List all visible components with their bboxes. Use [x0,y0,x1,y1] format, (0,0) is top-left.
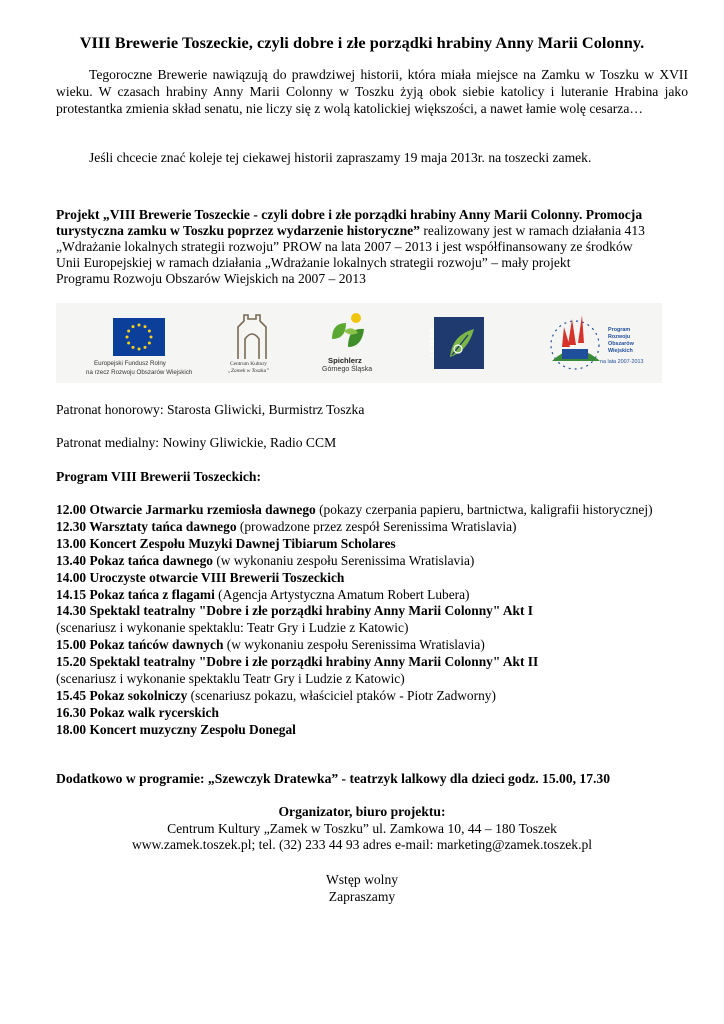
program-item-note: (scenariusz i wykonanie spektaklu: Teatr Gry i Ludzie z Katowic) [56,620,409,636]
program-item: 14.15 Pokaz tańca z flagami (Agencja Artystyczna Amatum Robert Lubera) [56,586,470,602]
castle-caption-line-1: Centrum Kultury [230,361,267,367]
intro-paragraph: Tegoroczne Brewerie nawiązują do prawdziwej historii, która miała miejsce na Zamku w Toszku w XVII wieku. W czasach hrabiny Anny Marii Colonny w Toszku żyją obok siebie katolicy i luteranie Hrabina jako protestantka zmienia skład senatu, nie liczy się z wolą katolickiej większości, a nawet łamie wolę cesarza… [56,67,688,116]
program-heading: Program VIII Brewerii Toszeckich: [56,469,262,484]
eu-flag-icon [113,318,165,356]
eu-star-icon [144,346,147,349]
leader-emblem-icon [434,317,484,369]
castle-culture-centre-logo [224,303,284,383]
spichlerz-logo [314,303,384,383]
project-line-4: Unii Europejskiej w ramach działania „Wdrażanie lokalnych strategii rozwoju” – mały projekt [56,255,571,270]
document-title: VIII Brewerie Toszeckie, czyli dobre i złe porządki hrabiny Anny Marii Colonny. [79,33,645,52]
prow-caption-line-2: Rozwoju [608,334,631,340]
project-line-5: Programu Rozwoju Obszarów Wiejskich na 2007 – 2013 [56,271,366,286]
free-entry-text: Wstęp wolny [325,872,399,887]
project-line-2 [56,223,696,239]
invite-paragraph: Jeśli chcecie znać koleje tej ciekawej historii zapraszamy 19 maja 2013r. na toszecki zamek. [89,150,592,165]
eu-star-icon [148,330,151,333]
eu-star-icon [132,325,135,328]
eu-fund-logo [86,303,206,383]
eu-star-icon [138,324,141,327]
organizer-contact: www.zamek.toszek.pl; tel. (32) 233 44 93 adres e-mail: marketing@zamek.toszek.pl [131,837,593,852]
organizer-address: Centrum Kultury „Zamek w Toszku” ul. Zamkowa 10, 44 – 180 Toszek [167,820,557,836]
program-item: 13.00 Koncert Zespołu Muzyki Dawnej Tibiarum Scholares [56,535,396,551]
organizer-heading: Organizator, biuro projektu: [278,804,446,819]
prow-emblem-icon [542,309,608,371]
prow-caption-line-1: Program [608,327,631,333]
patronat-honorowy: Patronat honorowy: Starosta Gliwicki, Burmistrz Toszka [56,402,365,417]
castle-gate-icon [234,313,270,361]
eu-star-icon [148,342,151,345]
organizer-block [0,804,724,854]
spichlerz-leaves-icon [326,309,370,353]
project-line-2-bold: turystyczna zamku w Toszku poprzez wydarzenie historyczne” [56,223,420,238]
closing-block [0,872,724,905]
spichlerz-caption-line-2: Górnego Śląska [322,366,373,373]
spichlerz-caption-line-1: Spichlerz [328,356,362,365]
prow-logo [542,303,654,383]
eu-star-icon [127,342,130,345]
eu-star-icon [144,325,147,328]
extra-program-note: Dodatkowo w programie: „Szewczyk Dratewka” - teatrzyk lalkowy dla dzieci godz. 15.00, 17.30 [56,771,611,786]
program-item: 12.00 Otwarcie Jarmarku rzemiosła dawnego (pokazy czerpania papieru, bartnictwa, kaligrafii historycznej) [56,502,653,517]
eu-star-icon [138,348,141,351]
prow-caption-line-5: na lata 2007-2013 [600,359,644,365]
prow-caption-line-3: Obszarów [608,341,634,347]
project-info [56,207,696,287]
castle-caption-line-2: „Zamek w Toszku” [228,368,270,374]
program-item: 12.30 Warsztaty tańca dawnego (prowadzone przez zespół Serenissima Wratislavia) [56,518,517,534]
eu-caption-line-1: Europejski Fundusz Rolny [94,360,166,367]
program-item: 15.20 Spektakl teatralny "Dobre i złe porządki hrabiny Anny Marii Colonny" Akt II [56,654,539,670]
project-line-3: „Wdrażanie lokalnych strategii rozwoju” PROW na lata 2007 – 2013 i jest współfinansowany ze środków [56,239,633,254]
invitation-text: Zapraszamy [328,888,396,904]
eu-star-icon [126,336,129,339]
patronat-medialny: Patronat medialny: Nowiny Gliwickie, Radio CCM [56,435,337,450]
program-item: 16.30 Pokaz walk rycerskich [56,704,219,720]
eu-caption-line-2: na rzecz Rozwoju Obszarów Wiejskich [86,369,193,376]
program-item: 15.00 Pokaz tańców dawnych (w wykonaniu zespołu Serenissima Wratislavia) [56,637,485,653]
project-line-1: Projekt „VIII Brewerie Toszeckie - czyli dobre i złe porządki hrabiny Anny Marii Colonny. Promocja [56,207,643,222]
program-list [56,502,696,739]
sponsor-logos-strip [56,303,662,383]
program-item: 14.00 Uroczyste otwarcie VIII Brewerii Toszeckich [56,569,345,585]
leader-caption: LEADER [429,327,437,358]
program-item: 13.40 Pokaz tańca dawnego (w wykonaniu zespołu Serenissima Wratislavia) [56,552,475,568]
eu-star-icon [132,346,135,349]
eu-star-icon [150,336,153,339]
program-item: 18.00 Koncert muzyczny Zespołu Donegal [56,721,296,737]
program-item: 15.45 Pokaz sokolniczy (scenariusz pokazu, właściciel ptaków - Piotr Zadworny) [56,687,496,703]
prow-caption-line-4: Wiejskich [608,348,633,354]
eu-star-icon [127,330,130,333]
project-line-2-rest: realizowany jest w ramach działania 413 [419,223,645,238]
program-item-note: (scenariusz i wykonanie spektaklu Teatr Gry i Ludzie z Katowic) [56,671,405,687]
leader-logo [429,303,490,383]
program-item: 14.30 Spektakl teatralny "Dobre i złe porządki hrabiny Anny Marii Colonny" Akt I [56,603,534,619]
